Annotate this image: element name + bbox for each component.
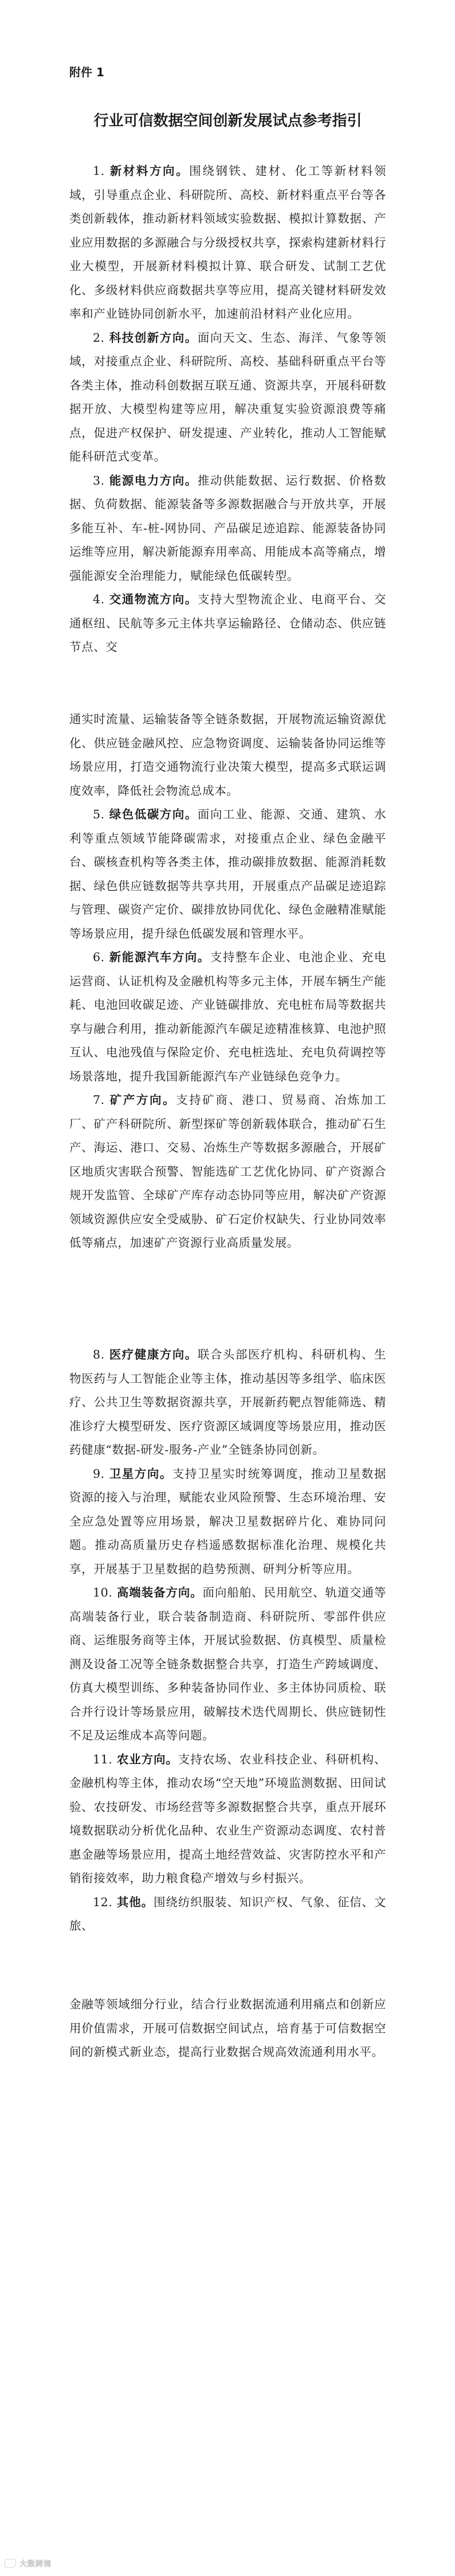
paragraph-item-5 xyxy=(69,803,386,946)
paragraph-item-9 xyxy=(69,1462,386,1582)
item-lead: 医疗健康方向。 xyxy=(109,1348,198,1361)
item-number: 7. xyxy=(93,1093,110,1107)
page-2-content xyxy=(69,708,386,1255)
item-body: 推动供能数据、运行数据、价格数据、负荷数据、能源装备等多源数据融合与开放共享，开展多能互补、车-桩-网协同、产品碳足迹追踪、能源装备协同运维等应用，解决新能源弃用率高、用能成本高等痛点，增强能源安全治理能力，赋能绿色低碳转型。 xyxy=(69,473,386,583)
item-body: 面向工业、能源、交通、建筑、水利等重点领域节能降碳需求，对接重点企业、绿色金融平台、碳核查机构等各类主体，推动碳排放数据、能源消耗数据、绿色供应链数据等共享共用，开展重点产品碳足迹追踪与管理、碳资产定价、碳排放协同优化、绿色金融精准赋能等场景应用，提升绿色低碳发展和管理水平。 xyxy=(69,807,386,940)
page-3 xyxy=(0,1288,455,1932)
page-4 xyxy=(0,1932,455,2576)
watermark xyxy=(5,2558,52,2569)
item-body: 通实时流量、运输装备等全链条数据，开展物流运输资源优化、供应链金融风控、应急物资调度、运输装备协同运维等场景应用，打造交通物流行业决策大模型，提高多式联运调度效率，降低社会物流总成本。 xyxy=(69,712,386,798)
paragraph-item-4-continued xyxy=(69,708,386,803)
item-lead: 卫星方向。 xyxy=(109,1466,172,1481)
item-number: 1. xyxy=(93,164,110,178)
item-number: 9. xyxy=(93,1466,109,1481)
item-lead: 能源电力方向。 xyxy=(109,473,198,487)
page-1 xyxy=(0,0,455,654)
item-body: 面向船舶、民用航空、轨道交通等高端装备行业，联合装备制造商、科研院所、零部件供应商、运维服务商等主体，开展试验数据、仿真模型、质量检测及设备工况等全链条数据整合共享，打造生产跨域调度、仿真大模型训练、多种装备协同作业、多主体协同质检、联合并行设计等场景应用，破解技术迭代周期长、供应链韧性不足及运维成本高等问题。 xyxy=(69,1586,387,1742)
item-number: 2. xyxy=(93,330,109,345)
paragraph-item-12 xyxy=(69,1891,386,1938)
paragraph-item-11 xyxy=(69,1748,386,1891)
paragraph-item-7 xyxy=(69,1088,386,1255)
paragraph-item-10 xyxy=(69,1581,386,1748)
item-body: 支持矿商、港口、贸易商、冶炼加工厂、矿产科研院所、新型探矿等创新载体联合，推动矿石生产、海运、港口、交易、冶炼生产等数据多源融合，开展矿区地质灾害联合预警、智能选矿工艺优化协同、矿产资源合规开发监管、全球矿产库存动态协同等应用，解决矿产资源领域资源供应安全受威胁、矿石定价权缺失、行业协同效率低等痛点，加速矿产资源行业高质量发展。 xyxy=(69,1093,386,1250)
watermark-text: 大数跨境 xyxy=(19,2560,52,2569)
item-body: 支持整车企业、电池企业、充电运营商、认证机构及金融机构等多元主体，开展车辆生产能耗、电池回收碳足迹、产业链碳排放、充电桩布局等数据共享与融合利用，推动新能源汽车碳足迹精准核算、电池护照互认、电池残值与保险定价、充电桩选址、充电负荷调控等场景落地，提升我国新能源汽车产业链绿色竞争力。 xyxy=(69,950,386,1083)
item-number: 3. xyxy=(93,473,109,487)
item-body: 联合头部医疗机构、科研机构、生物医药与人工智能企业等主体，推动基因等多组学、临床医疗、公共卫生等数据资源共享，开展新药靶点智能筛选、精准诊疗大模型研发、医疗资源区域调度等场景应用，推动医药健康“数据-研发-服务-产业”全链条协同创新。 xyxy=(69,1348,386,1457)
kuajing-logo-icon xyxy=(5,2559,16,2568)
item-lead: 高端装备方向。 xyxy=(116,1586,203,1599)
item-body: 围绕纺织服装、知识产权、气象、征信、文旅、 xyxy=(69,1895,386,1933)
item-lead: 农业方向。 xyxy=(116,1752,178,1766)
paragraph-item-3 xyxy=(69,469,386,588)
item-number: 4. xyxy=(93,592,109,606)
item-lead: 新能源汽车方向。 xyxy=(109,950,210,964)
item-body: 面向天文、生态、海洋、气象等领域，对接重点企业、科研院所、高校、基础科研重点平台等各类主体，推动科创数据互联互通、资源共享，开展科研数据开放、大模型构建等应用，解决重复实验资源浪费等痛点，促进产权保护、研发提速、产业转化，推动人工智能赋能科研范式变革。 xyxy=(69,330,386,463)
item-body: 围绕钢铁、建材、化工等新材料领域，引导重点企业、科研院所、高校、新材料重点平台等各类创新载体，推动新材料领域实验数据、模拟计算数据、产业应用数据的多源融合与分级授权共享，探索构建新材料行业大模型，开展新材料模拟计算、联合研发、试制工艺优化、多级材料供应商数据共享等应用，提高关键材料研发效率和产业链协同创新水平，加速前沿材料产业化应用。 xyxy=(69,164,386,321)
item-body: 支持卫星实时统筹调度，推动卫星数据资源的接入与治理，赋能农业风险预警、生态环境治理、安全应急处置等应用场景，解决卫星数据碎片化、难协同问题。推动高质量历史存档遥感数据标准化治理、规模化共享，开展基于卫星数据的趋势预测、研判分析等应用。 xyxy=(69,1466,386,1576)
paragraph-item-1 xyxy=(69,159,386,326)
item-number: 11. xyxy=(93,1752,117,1766)
paragraph-item-2 xyxy=(69,326,386,469)
item-number: 8. xyxy=(93,1348,109,1361)
page-3-content xyxy=(69,1343,386,1938)
document-title: 行业可信数据空间创新发展试点参考指引 xyxy=(93,112,362,130)
paragraph-item-12-continued xyxy=(69,1993,386,2064)
page-2 xyxy=(0,644,455,1288)
item-number: 10. xyxy=(93,1586,117,1599)
item-lead: 其他。 xyxy=(116,1895,154,1909)
item-number: 6. xyxy=(93,950,109,964)
item-body: 支持农场、农业科技企业、科研机构、金融机构等主体，推动农场“空天地”环境监测数据、田间试验、农技研发、市场经营等多源数据整合共享，重点开展环境数据联动分析优化品种、农业生产资源动态调度、农村普惠金融等场景应用，提高土地经营效益、灾害防控水平和产销衔接效率，助力粮食稳产增效与乡村振兴。 xyxy=(69,1752,387,1885)
page-1-content xyxy=(69,61,386,659)
page-4-content xyxy=(69,1993,386,2064)
item-lead: 科技创新方向。 xyxy=(109,330,198,345)
item-lead: 绿色低碳方向。 xyxy=(109,807,198,821)
paragraph-item-8 xyxy=(69,1343,386,1462)
item-body: 金融等领域细分行业，结合行业数据流通利用痛点和创新应用价值需求，开展可信数据空间试点，培育基于可信数据空间的新模式新业态，提高行业数据合规高效流通利用水平。 xyxy=(69,1997,386,2059)
item-lead: 交通物流方向。 xyxy=(109,592,198,606)
item-number: 5. xyxy=(93,807,109,821)
item-number: 12. xyxy=(93,1895,117,1909)
item-lead: 新材料方向。 xyxy=(109,164,190,178)
item-body: 支持大型物流企业、电商平台、交通枢纽、民航等多元主体共享运输路径、仓储动态、供应链节点、交 xyxy=(69,592,386,654)
attachment-label: 附件 1 xyxy=(69,65,104,79)
paragraph-item-6 xyxy=(69,946,386,1088)
item-lead: 矿产方向。 xyxy=(109,1093,176,1107)
